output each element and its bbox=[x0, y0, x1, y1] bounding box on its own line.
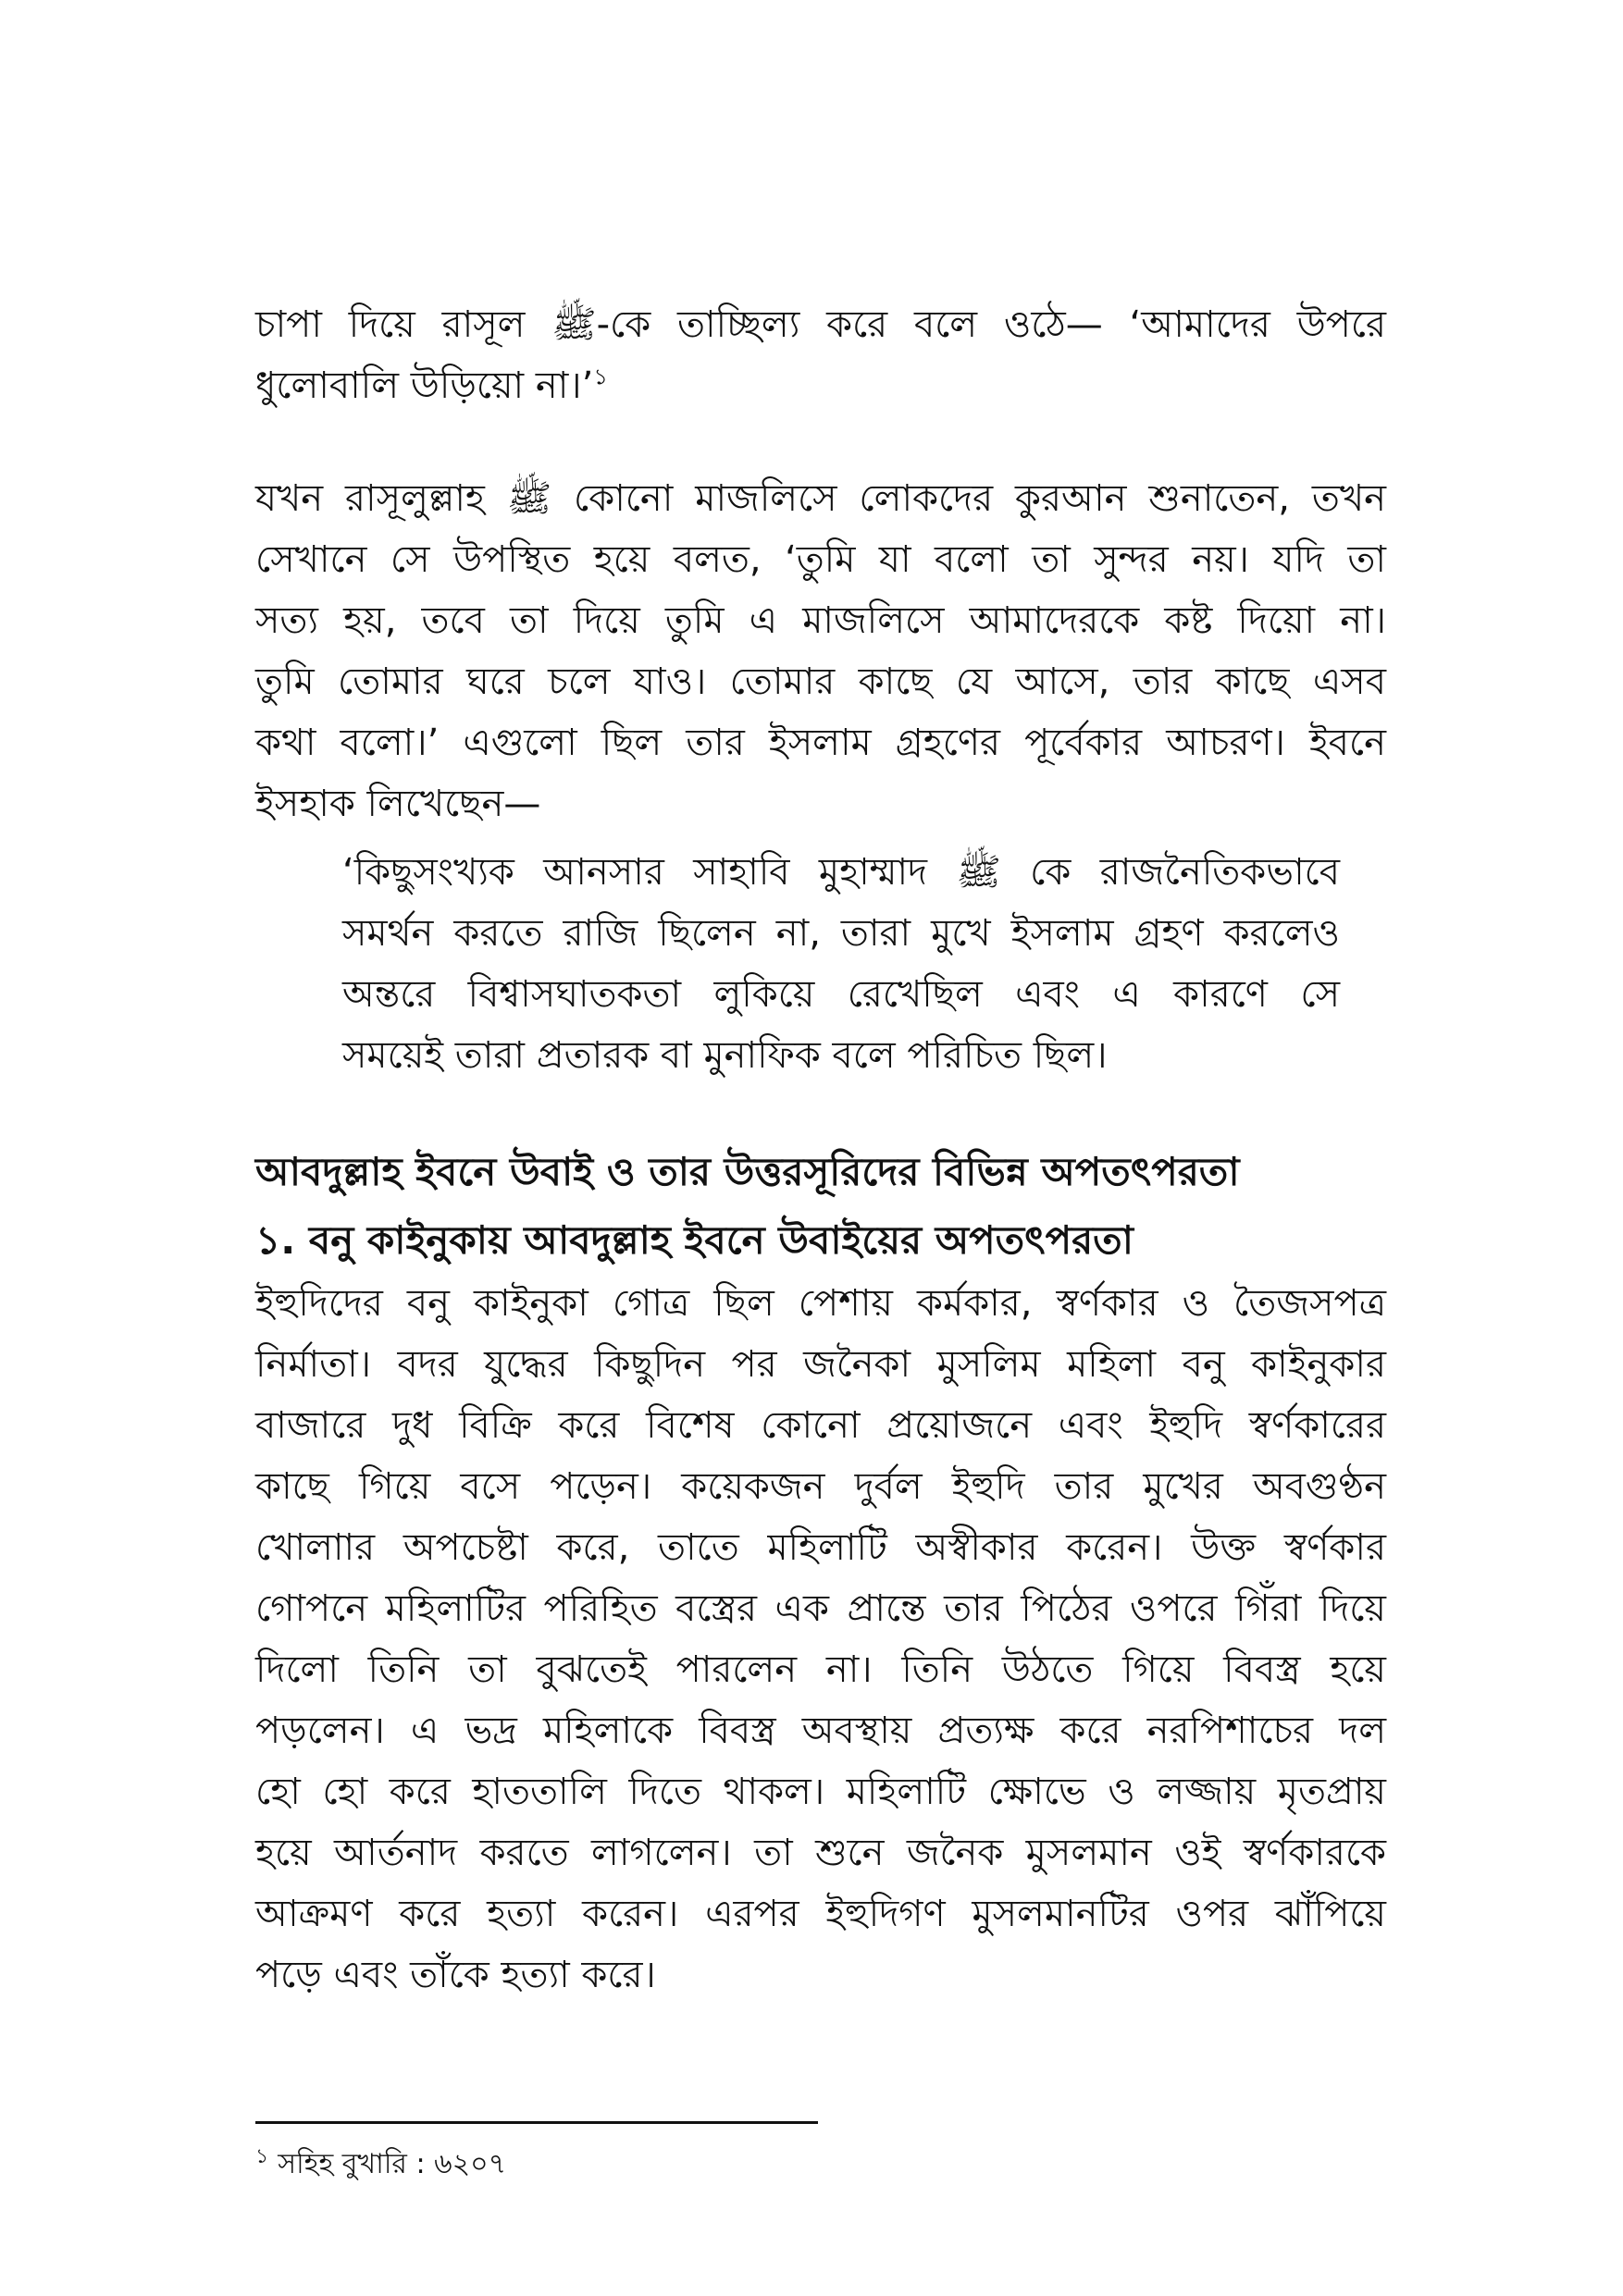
page-body bbox=[255, 294, 1386, 2006]
text-line: গোপনে মহিলাটির পরিহিত বস্ত্রের এক প্রান্তে তার পিঠের ওপরে গিঁরা দিয়ে bbox=[255, 1587, 1386, 1630]
text-line: খোলাার অপচেষ্টা করে, তাতে মহিলাটি অস্বীকার করেন। উক্ত স্বর্ণকার bbox=[255, 1526, 1386, 1569]
text-line bbox=[255, 355, 1386, 416]
footnote bbox=[255, 2144, 506, 2185]
footnote-text: সহিহ বুখারি : ৬২০৭ bbox=[278, 2148, 507, 2180]
text-line: সেখানে সে উপস্থিত হয়ে বলত, ‘তুমি যা বলো তা সুন্দর নয়। যদি তা bbox=[255, 538, 1386, 581]
footnote-divider bbox=[255, 2121, 818, 2124]
quote-line: ‘কিছুসংখ্যক আনসার সাহাবি মুহাম্মাদ ﷺ কে রাজনৈতিকভাবে bbox=[342, 851, 1341, 894]
subsection-heading: ১. বনু কাইনুকায় আবদুল্লাহ ইবনে উবাইয়ের অপতৎপরতা bbox=[255, 1217, 1134, 1263]
quote-line: সমর্থন করতে রাজি ছিলেন না, তারা মুখে ইসলাম গ্রহণ করলেও bbox=[342, 912, 1340, 955]
text-line: কথা বলো।’ এগুলো ছিল তার ইসলাম গ্রহণের পূর্বেকার আচরণ। ইবনে bbox=[255, 722, 1386, 764]
paragraph-intro bbox=[255, 294, 1386, 416]
text-line: ইসহাক লিখেছেন— bbox=[255, 783, 541, 825]
block-quote bbox=[342, 842, 1340, 1086]
text-line: চাপা দিয়ে রাসূল ﷺ-কে তাচ্ছিল্য করে বলে ওঠে— ‘আমাদের উপরে bbox=[255, 303, 1387, 346]
section-heading: আবদুল্লাহ ইবনে উবাই ও তার উত্তরসূরিদের বিভিন্ন অপতৎপরতা bbox=[255, 1149, 1240, 1194]
text-line: আক্রমণ করে হত্যা করেন। এরপর ইহুদিগণ মুসলমানটির ওপর ঝাঁপিয়ে bbox=[255, 1893, 1386, 1935]
text-line: হো হো করে হাততালি দিতে থাকল। মহিলাটি ক্ষোভে ও লজ্জায় মৃতপ্রায় bbox=[255, 1771, 1386, 1813]
text-line: কাছে গিয়ে বসে পড়েন। কয়েকজন দুর্বল ইহুদি তার মুখের অবগুণ্ঠন bbox=[255, 1465, 1386, 1508]
text-line: যখন রাসূলুল্লাহ ﷺ কোনো মাজলিসে লোকদের কুরআন শুনাতেন, তখন bbox=[255, 477, 1386, 520]
paragraph-banu-qaynuqa bbox=[255, 1273, 1386, 2006]
quote-line: অন্তরে বিশ্বাসঘাতকতা লুকিয়ে রেখেছিল এবং এ কারণে সে bbox=[342, 973, 1340, 1016]
text-line-content: ধুলোবালি উড়িয়ো না।’ bbox=[255, 364, 594, 407]
text-line: দিলো তিনি তা বুঝতেই পারলেন না। তিনি উঠতে গিয়ে বিবস্ত্র হয়ে bbox=[255, 1648, 1386, 1691]
text-line: পড়লেন। এ ভদ্র মহিলাকে বিবস্ত্র অবস্থায় প্রত্যক্ষ করে নরপিশাচের দল bbox=[255, 1710, 1386, 1752]
text-line: পড়ে এবং তাঁকে হত্যা করে। bbox=[255, 1954, 656, 1996]
text-line: ইহুদিদের বনু কাইনুকা গোত্র ছিল পেশায় কর্মকার, স্বর্ণকার ও তৈজসপত্র bbox=[255, 1282, 1386, 1325]
paragraph-majlis bbox=[255, 468, 1386, 834]
text-line: সত্য হয়, তবে তা দিয়ে তুমি এ মাজলিসে আমাদেরকে কষ্ট দিয়ো না। bbox=[255, 599, 1386, 642]
quote-line: সময়েই তারা প্রতারক বা মুনাফিক বলে পরিচিত ছিল। bbox=[342, 1034, 1108, 1077]
footnote-reference[interactable]: ১ bbox=[593, 364, 608, 390]
text-line: নির্মাতা। বদর যুদ্ধের কিছুদিন পর জনৈকা মুসলিম মহিলা বনু কাইনুকার bbox=[255, 1343, 1386, 1386]
footnote-mark: ১ bbox=[255, 2145, 269, 2168]
text-line: হয়ে আর্তনাদ করতে লাগলেন। তা শুনে জনৈক মুসলমান ওই স্বর্ণকারকে bbox=[255, 1832, 1386, 1874]
text-line: তুমি তোমার ঘরে চলে যাও। তোমার কাছে যে আসে, তার কাছে এসব bbox=[255, 660, 1386, 703]
text-line: বাজারে দুধ বিক্রি করে বিশেষ কোনো প্রয়োজনে এবং ইহুদি স্বর্ণকারের bbox=[255, 1404, 1386, 1447]
